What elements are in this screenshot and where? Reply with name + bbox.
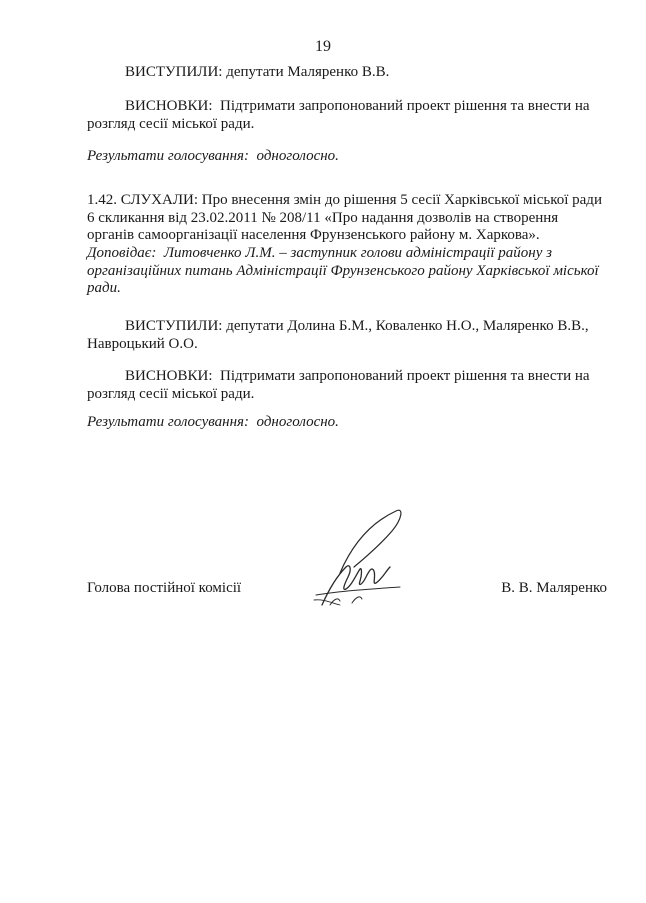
conclusions-line-2: розгляд сесії міської ради. (87, 385, 255, 402)
conclusions-text: Підтримати запропонований проект рішення та внести на (220, 98, 590, 114)
signatory-name: В. В. Маляренко (501, 580, 607, 596)
reporter-line-2: організаційних питань Адміністрації Фрунзенського району Харківської міської (87, 262, 599, 279)
vote-result-value: одноголосно. (256, 148, 339, 164)
conclusions-label: ВИСНОВКИ: (125, 98, 213, 114)
conclusions-line-1 (87, 368, 607, 386)
reporter-paragraph (87, 245, 607, 298)
reporter-text: Литовченко Л.М. – заступник голови адміністрації району з (163, 245, 552, 261)
conclusions-line-2: розгляд сесії міської ради. (87, 115, 255, 132)
heard-line-1: 1.42. СЛУХАЛИ: Про внесення змін до рішення 5 сесії Харківської міської ради (87, 192, 602, 208)
heard-line-2: 6 скликання від 23.02.2011 № 208/11 «Про надання дозволів на створення (87, 209, 559, 226)
vote-result-2 (87, 414, 607, 432)
reporter-label: Доповідає: (87, 245, 157, 261)
vote-result-value: одноголосно. (256, 414, 339, 430)
conclusions-paragraph-1 (87, 98, 607, 133)
speakers-label: ВИСТУПИЛИ: (125, 64, 223, 80)
vote-result-label: Результати голосування: (87, 414, 250, 430)
vote-result-label: Результати голосування: (87, 148, 250, 164)
speakers-text: депутати Маляренко В.В. (226, 64, 390, 80)
speakers-text: депутати Долина Б.М., Коваленко Н.О., Маляренко В.В., (226, 318, 589, 334)
conclusions-line-1 (87, 98, 607, 116)
heard-paragraph (87, 192, 607, 245)
speakers-paragraph-2 (87, 318, 607, 353)
reporter-line-3: ради. (87, 280, 121, 296)
position-title: Голова постійної комісії (87, 580, 242, 596)
vote-result-1 (87, 148, 607, 166)
heard-line-3: органів самоорганізації населення Фрунзенського району м. Харкова». (87, 227, 540, 243)
signature-row (87, 580, 607, 600)
page-number: 19 (315, 38, 331, 55)
conclusions-paragraph-2 (87, 368, 607, 403)
reporter-line-1 (87, 245, 607, 263)
speakers-label: ВИСТУПИЛИ: (125, 318, 223, 334)
speakers-line-1 (87, 318, 607, 336)
speakers-paragraph-1 (87, 64, 607, 82)
conclusions-text: Підтримати запропонований проект рішення та внести на (220, 368, 590, 384)
conclusions-label: ВИСНОВКИ: (125, 368, 213, 384)
speakers-line-2: Навроцький О.О. (87, 335, 198, 352)
